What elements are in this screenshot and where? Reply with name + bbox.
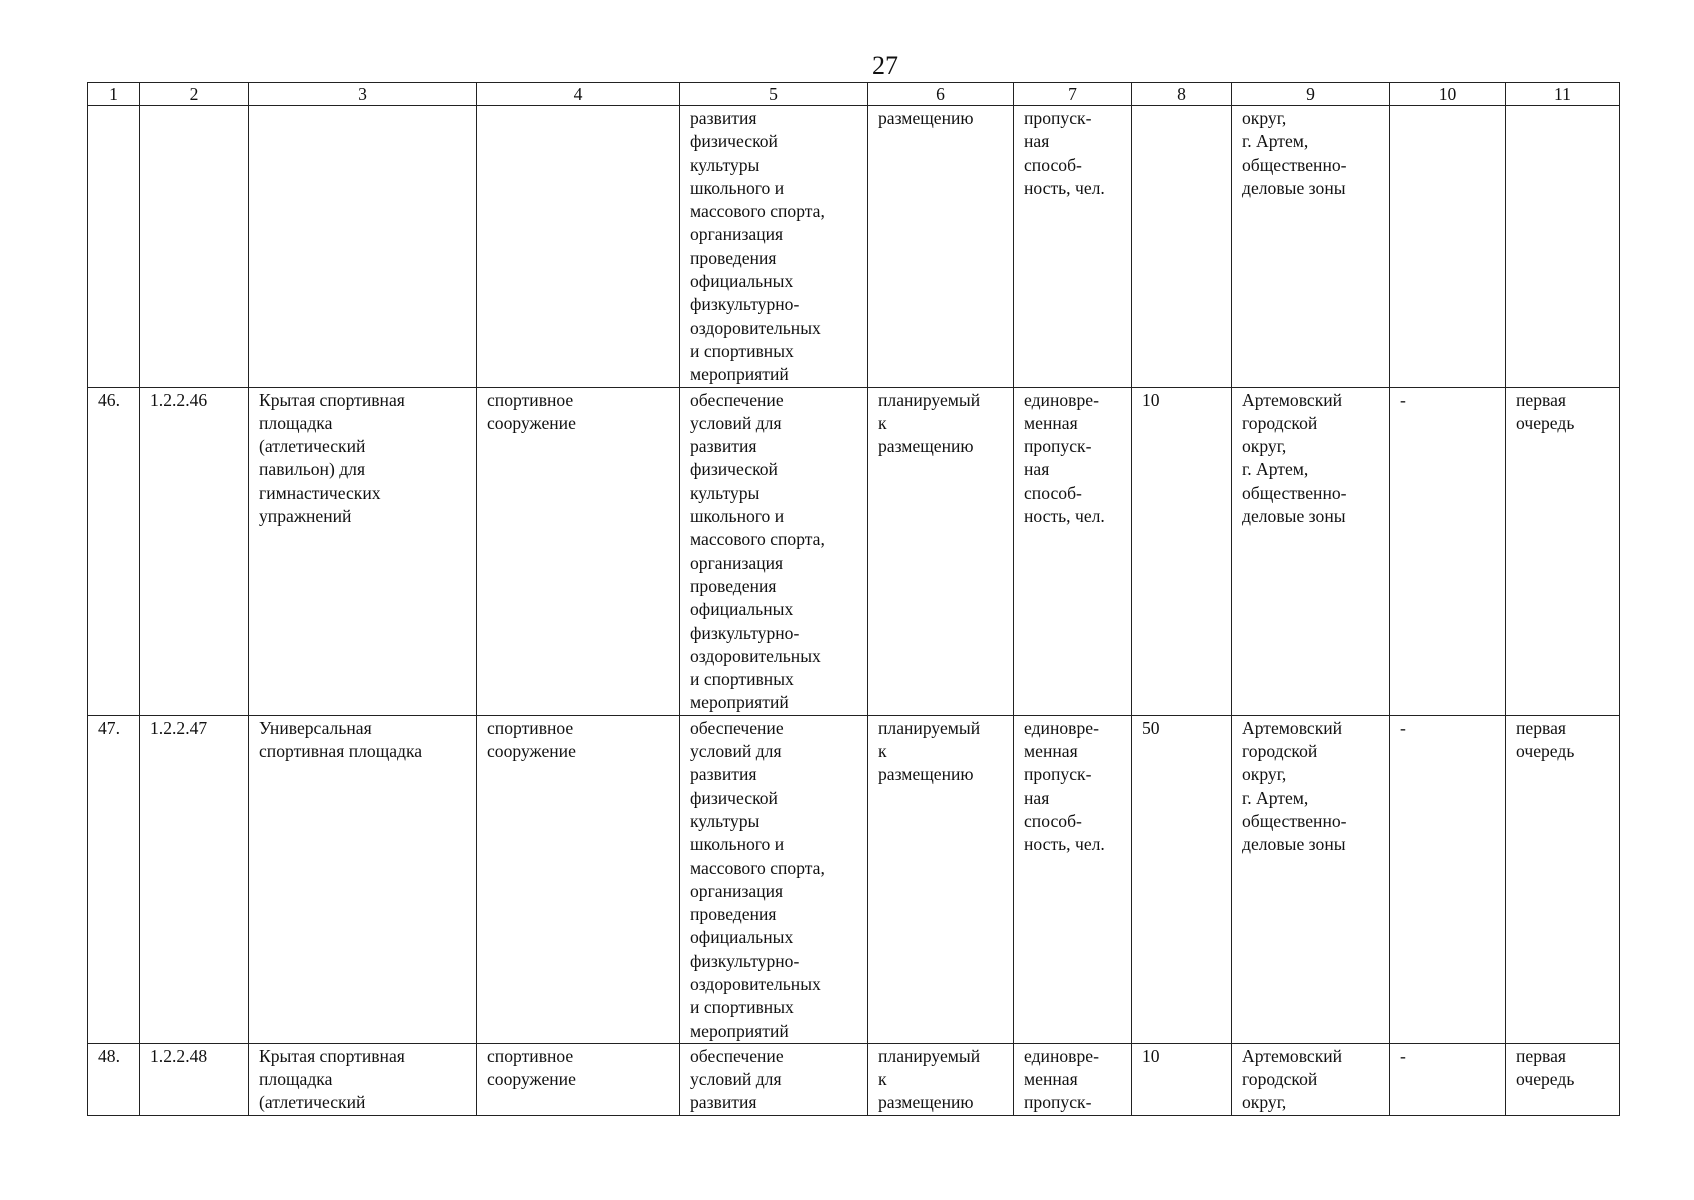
name-cell: Крытая спортивная площадка (атлетический павильон) для гимнастических упражнений (249, 387, 477, 715)
value-cell (1132, 106, 1232, 388)
value-cell: 10 (1132, 1043, 1232, 1115)
stage-cell: первая очередь (1506, 387, 1620, 715)
type-cell: спортивное сооружение (477, 387, 680, 715)
purpose-cell: обеспечение условий для развития физической культуры школьного и массового спорта, организация проведения официальных физкультурно- оздоровительных и спортивных мероприятий (680, 715, 868, 1043)
table-row (88, 106, 1620, 388)
status-cell: планируемый к размещению (868, 715, 1014, 1043)
row-number-cell: 48. (88, 1043, 140, 1115)
column-header: 1 (88, 83, 140, 106)
zone-cell: - (1390, 715, 1506, 1043)
type-cell: спортивное сооружение (477, 1043, 680, 1115)
type-cell (477, 106, 680, 388)
zone-cell (1390, 106, 1506, 388)
characteristic-cell: пропуск- ная способ- ность, чел. (1014, 106, 1132, 388)
column-header: 11 (1506, 83, 1620, 106)
purpose-cell: обеспечение условий для развития (680, 1043, 868, 1115)
code-cell: 1.2.2.46 (140, 387, 249, 715)
value-cell: 10 (1132, 387, 1232, 715)
name-cell: Крытая спортивная площадка (атлетический (249, 1043, 477, 1115)
column-header: 7 (1014, 83, 1132, 106)
column-header: 4 (477, 83, 680, 106)
characteristic-cell: единовре- менная пропуск- (1014, 1043, 1132, 1115)
code-cell: 1.2.2.48 (140, 1043, 249, 1115)
page-number: 27 (872, 51, 898, 80)
table-row (88, 387, 1620, 715)
purpose-cell: развития физической культуры школьного и массового спорта, организация проведения официальных физкультурно- оздоровительных и спортивных мероприятий (680, 106, 868, 388)
column-header: 6 (868, 83, 1014, 106)
name-cell (249, 106, 477, 388)
name-cell: Универсальная спортивная площадка (249, 715, 477, 1043)
column-header: 2 (140, 83, 249, 106)
column-header: 3 (249, 83, 477, 106)
column-header: 9 (1232, 83, 1390, 106)
purpose-cell: обеспечение условий для развития физической культуры школьного и массового спорта, организация проведения официальных физкультурно- оздоровительных и спортивных мероприятий (680, 387, 868, 715)
column-header: 10 (1390, 83, 1506, 106)
code-cell: 1.2.2.47 (140, 715, 249, 1043)
row-number-cell: 47. (88, 715, 140, 1043)
location-cell: Артемовский городской округ, г. Артем, общественно- деловые зоны (1232, 715, 1390, 1043)
table-row (88, 715, 1620, 1043)
status-cell: планируемый к размещению (868, 387, 1014, 715)
location-cell: Артемовский городской округ, (1232, 1043, 1390, 1115)
table-row (88, 1043, 1620, 1115)
type-cell: спортивное сооружение (477, 715, 680, 1043)
value-cell: 50 (1132, 715, 1232, 1043)
column-header: 5 (680, 83, 868, 106)
status-cell: планируемый к размещению (868, 1043, 1014, 1115)
stage-cell: первая очередь (1506, 715, 1620, 1043)
code-cell (140, 106, 249, 388)
location-cell: округ, г. Артем, общественно- деловые зоны (1232, 106, 1390, 388)
facilities-table (87, 82, 1620, 1116)
row-number-cell: 46. (88, 387, 140, 715)
stage-cell (1506, 106, 1620, 388)
location-cell: Артемовский городской округ, г. Артем, общественно- деловые зоны (1232, 387, 1390, 715)
stage-cell: первая очередь (1506, 1043, 1620, 1115)
status-cell: размещению (868, 106, 1014, 388)
zone-cell: - (1390, 1043, 1506, 1115)
row-number-cell (88, 106, 140, 388)
column-number-row (88, 83, 1620, 106)
column-header: 8 (1132, 83, 1232, 106)
characteristic-cell: единовре- менная пропуск- ная способ- ность, чел. (1014, 387, 1132, 715)
characteristic-cell: единовре- менная пропуск- ная способ- ность, чел. (1014, 715, 1132, 1043)
zone-cell: - (1390, 387, 1506, 715)
